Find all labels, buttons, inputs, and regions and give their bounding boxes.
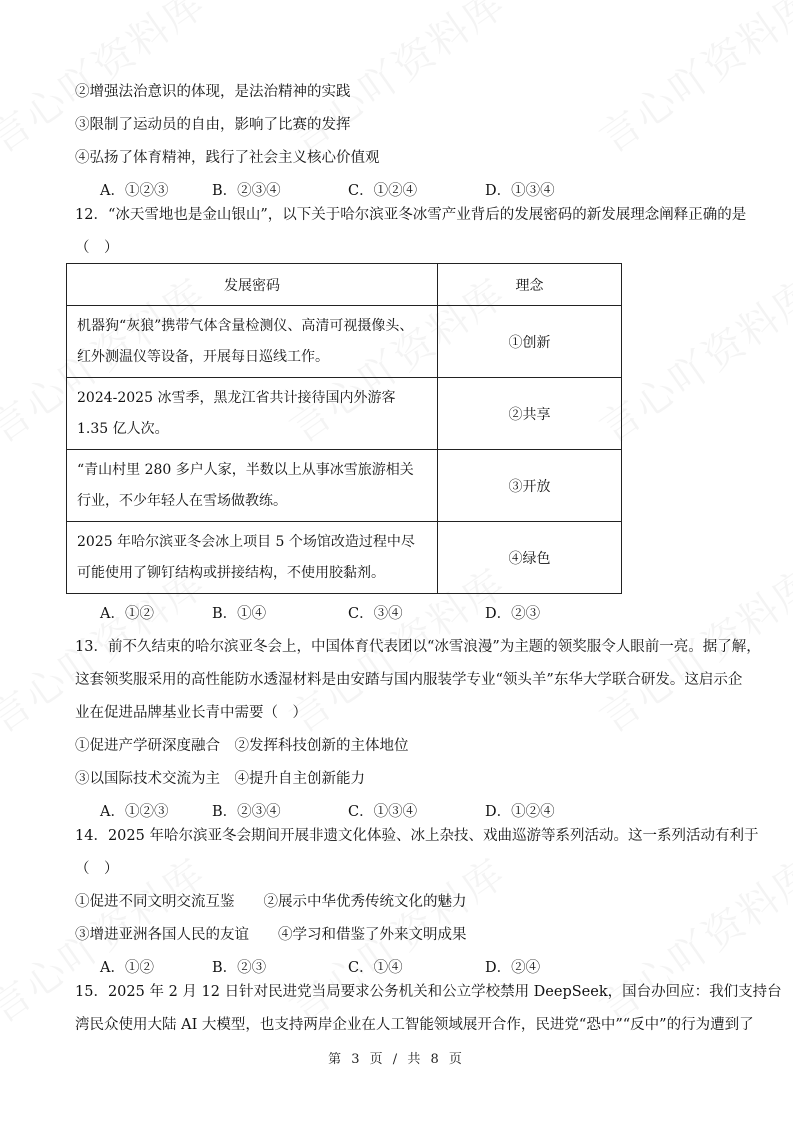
q12-options <box>100 604 700 624</box>
q14-option-a[interactable]: A．①② <box>100 960 154 976</box>
q13-statements-2: ③以国际技术交流为主 ④提升自主创新能力 <box>75 771 365 787</box>
table-row <box>67 522 622 594</box>
q12-stem: 12．“冰天雪地也是金山银山”，以下关于哈尔滨亚冬冰雪产业背后的发展密码的新发展理念阐释正确的是 <box>75 207 747 223</box>
table-header-row <box>67 264 622 306</box>
table-cell-code: 2025 年哈尔滨亚冬会冰上项目 5 个场馆改造过程中尽可能使用了铆钉结构或拼接结构，不使用胶黏剂。 <box>67 522 438 594</box>
q12-table <box>66 263 622 594</box>
q13-options <box>100 802 700 822</box>
q11-option-d[interactable]: D．①③④ <box>485 183 555 199</box>
q11-option-a[interactable]: A．①②③ <box>100 183 169 199</box>
q13-stem-line-3: 业在促进品牌基业长青中需要（ ） <box>75 705 307 721</box>
q13-stem-line-1: 13．前不久结束的哈尔滨亚冬会上，中国体育代表团以“冰雪浪漫”为主题的领奖服令人眼前一亮。据了解， <box>75 639 761 655</box>
q14-options <box>100 958 700 978</box>
q11-statement-3: ③限制了运动员的自由，影响了比赛的发挥 <box>75 117 351 133</box>
watermark <box>586 843 793 1034</box>
q13-option-a[interactable]: A．①②③ <box>100 804 169 820</box>
table-cell-code: “青山村里 280 多户人家，半数以上从事冰雪旅游相关行业，不少年轻人在雪场做教练。 <box>67 450 438 522</box>
q12-stem-bracket: （ ） <box>75 240 119 256</box>
q15-stem-line-1: 15．2025 年 2 月 12 日针对民进党当局要求公务机关和公立学校禁用 DeepSeek，国台办回应：我们支持台 <box>75 984 782 1000</box>
table-cell-concept: ①创新 <box>438 306 622 378</box>
q14-stem: 14．2025 年哈尔滨亚冬会期间开展非遗文化体验、冰上杂技、戏曲巡游等系列活动。这一系列活动有利于 <box>75 828 759 844</box>
q12-option-c[interactable]: C．③④ <box>348 606 403 622</box>
q11-option-b[interactable]: B．②③④ <box>212 183 281 199</box>
table-cell-concept: ④绿色 <box>438 522 622 594</box>
q12-option-a[interactable]: A．①② <box>100 606 154 622</box>
q13-option-b[interactable]: B．②③④ <box>212 804 281 820</box>
q14-statements-1: ①促进不同文明交流互鉴 ②展示中华优秀传统文化的魅力 <box>75 894 467 910</box>
table-header-concept: 理念 <box>438 264 622 306</box>
page-footer: 第 3 页 / 共 8 页 <box>328 1052 465 1067</box>
q14-stem-bracket: （ ） <box>75 861 119 877</box>
table-row <box>67 378 622 450</box>
q11-options <box>100 181 700 201</box>
q15-stem-line-2: 湾民众使用大陆 AI 大模型，也支持两岸企业在人工智能领域展开合作，民进党“恐中”“反中”的行为遭到了 <box>75 1017 754 1033</box>
table-row <box>67 450 622 522</box>
q14-option-d[interactable]: D．②④ <box>485 960 541 976</box>
q13-statements-1: ①促进产学研深度融合 ②发挥科技创新的主体地位 <box>75 738 409 754</box>
q14-option-c[interactable]: C．①④ <box>348 960 403 976</box>
q11-statement-4: ④弘扬了体育精神，践行了社会主义核心价值观 <box>75 150 380 166</box>
table-header-code: 发展密码 <box>67 264 438 306</box>
q12-option-b[interactable]: B．①④ <box>212 606 267 622</box>
q11-statement-2: ②增强法治意识的体现，是法治精神的实践 <box>75 84 351 100</box>
q14-option-b[interactable]: B．②③ <box>212 960 267 976</box>
q14-statements-2: ③增进亚洲各国人民的友谊 ④学习和借鉴了外来文明成果 <box>75 927 467 943</box>
table-cell-concept: ②共享 <box>438 378 622 450</box>
watermark <box>586 0 793 164</box>
q13-option-d[interactable]: D．①②④ <box>485 804 555 820</box>
q13-option-c[interactable]: C．①③④ <box>348 804 418 820</box>
q11-option-c[interactable]: C．①②④ <box>348 183 418 199</box>
table-row <box>67 306 622 378</box>
table-cell-concept: ③开放 <box>438 450 622 522</box>
table-cell-code: 机器狗“灰狼”携带气体含量检测仪、高清可视摄像头、红外测温仪等设备，开展每日巡线工作。 <box>67 306 438 378</box>
q12-option-d[interactable]: D．②③ <box>485 606 541 622</box>
q13-stem-line-2: 这套领奖服采用的高性能防水透湿材料是由安踏与国内服装学专业“领头羊”东华大学联合研发。这启示企 <box>75 672 743 688</box>
table-cell-code: 2024-2025 冰雪季，黑龙江省共计接待国内外游客 1.35 亿人次。 <box>67 378 438 450</box>
